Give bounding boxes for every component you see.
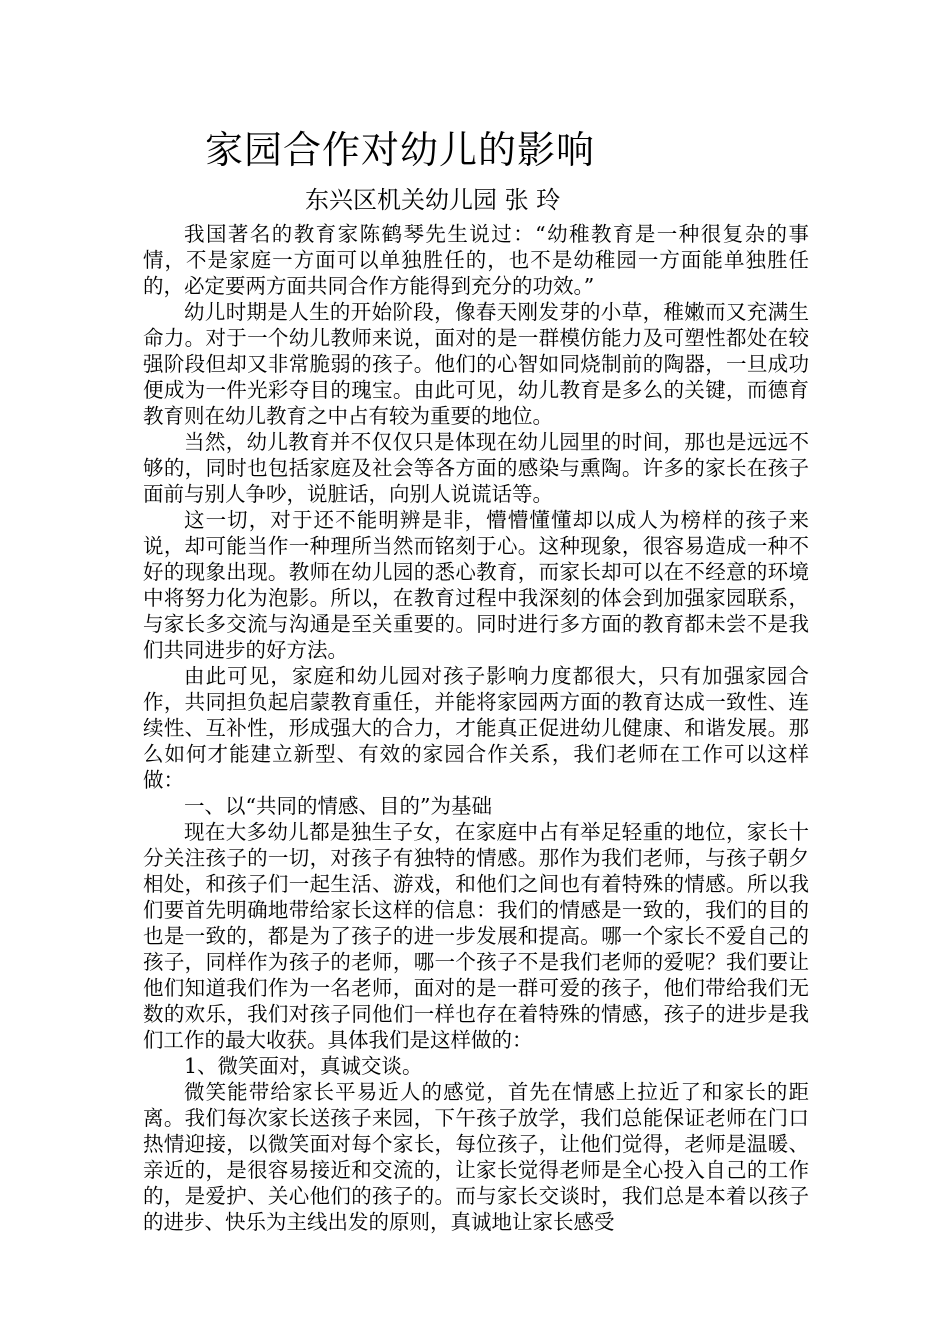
- document-title: 家园合作对幼儿的影响: [205, 128, 596, 172]
- paragraph: 这一切，对于还不能明辨是非，懵懵懂懂却以成人为榜样的孩子来说，却可能当作一种理所当然而铭刻于心。这种现象，很容易造成一种不好的现象出现。教师在幼儿园的悉心教育，而家长却可以在不经意的环境中将努力化为泡影。所以，在教育过程中我深刻的体会到加强家园联系，与家长多交流与沟通是至关重要的。同时进行多方面的教育都未尝不是我们共同进步的好方法。: [143, 508, 809, 662]
- document-body: [143, 221, 809, 1235]
- paragraph: 由此可见，家庭和幼儿园对孩子影响力度都很大，只有加强家园合作，共同担负起启蒙教育重任，并能将家园两方面的教育达成一致性、连续性、互补性，形成强大的合力，才能真正促进幼儿健康、和谐发展。那么如何才能建立新型、有效的家园合作关系，我们老师在工作可以这样做：: [143, 664, 809, 792]
- paragraph: 我国著名的教育家陈鹤琴先生说过：“幼稚教育是一种很复杂的事情，不是家庭一方面可以单独胜任的，也不是幼稚园一方面能单独胜任的，必定要两方面共同合作方能得到充分的功效。”: [143, 222, 809, 298]
- paragraph: 幼儿时期是人生的开始阶段，像春天刚发芽的小草，稚嫩而又充满生命力。对于一个幼儿教师来说，面对的是一群模仿能力及可塑性都处在较强阶段但却又非常脆弱的孩子。他们的心智如同烧制前的陶器，一旦成功便成为一件光彩夺目的瑰宝。由此可见，幼儿教育是多么的关键，而德育教育则在幼儿教育之中占有较为重要的地位。: [143, 300, 809, 428]
- subsection-heading: 1、微笑面对，真诚交谈。: [184, 1054, 423, 1078]
- paragraph: 当然，幼儿教育并不仅仅只是体现在幼儿园里的时间，那也是远远不够的，同时也包括家庭及社会等各方面的感染与熏陶。许多的家长在孩子面前与别人争吵，说脏话，向别人说谎话等。: [143, 430, 809, 506]
- section-heading: 一、以“共同的情感、目的”为基础: [184, 794, 492, 818]
- paragraph: 现在大多幼儿都是独生子女，在家庭中占有举足轻重的地位，家长十分关注孩子的一切，对孩子有独特的情感。那作为我们老师，与孩子朝夕相处，和孩子们一起生活、游戏，和他们之间也有着特殊的情感。所以我们要首先明确地带给家长这样的信息：我们的情感是一致的，我们的目的也是一致的，都是为了孩子的进一步发展和提高。哪一个家长不爱自己的孩子，同样作为孩子的老师，哪一个孩子不是我们老师的爱呢？我们要让他们知道我们作为一名老师，面对的是一群可爱的孩子，他们带给我们无数的欢乐，我们对孩子同他们一样也存在着特殊的情感，孩子的进步是我们工作的最大收获。具体我们是这样做的：: [143, 820, 809, 1052]
- paragraph: 微笑能带给家长平易近人的感觉，首先在情感上拉近了和家长的距离。我们每次家长送孩子来园，下午孩子放学，我们总能保证老师在门口热情迎接，以微笑面对每个家长，每位孩子，让他们觉得，老师是温暖、亲近的，是很容易接近和交流的，让家长觉得老师是全心投入自己的工作的，是爱护、关心他们的孩子的。而与家长交谈时，我们总是本着以孩子的进步、快乐为主线出发的原则，真诚地让家长感受: [143, 1080, 809, 1234]
- author-line: 东兴区机关幼儿园 张 玲: [305, 186, 561, 214]
